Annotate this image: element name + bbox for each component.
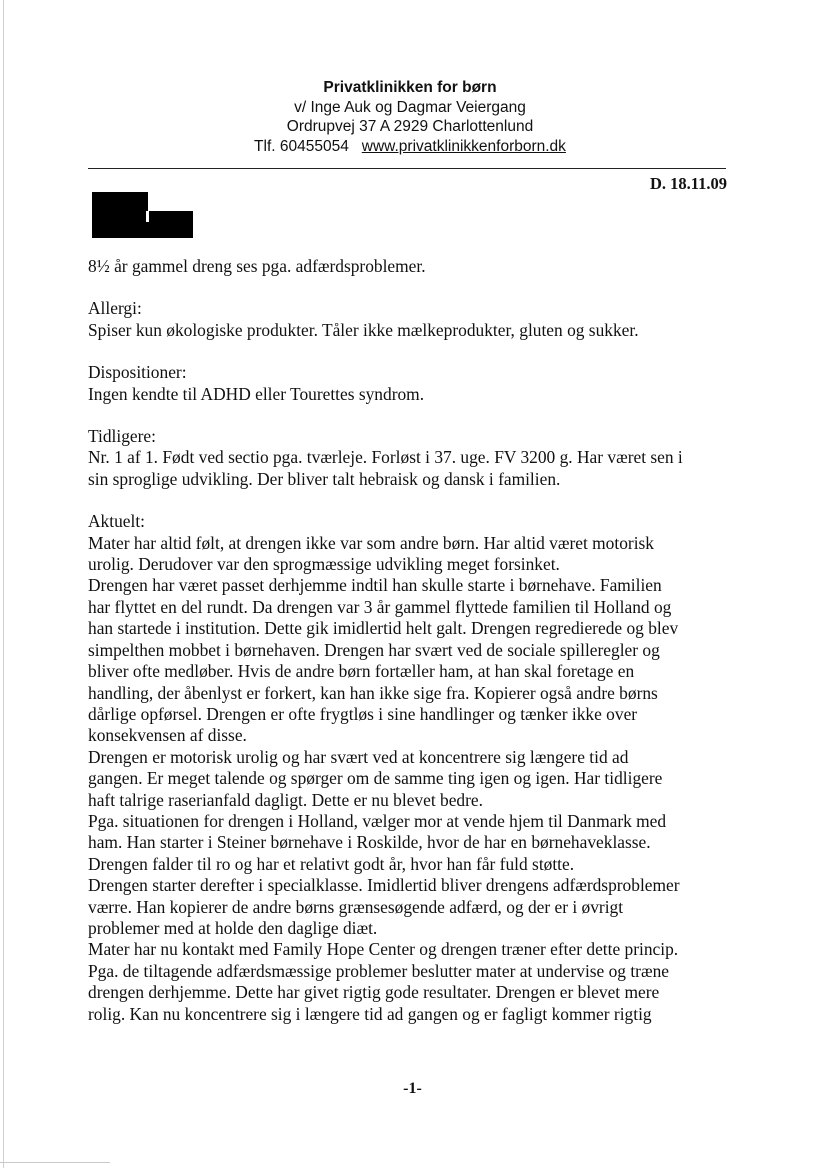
redaction-gap: [146, 211, 149, 222]
text-line: Drengen starter derefter i specialklasse. Imidlertid bliver drengens adfærdsproblemer: [88, 875, 680, 896]
text-line: Drengen falder til ro og har et relativt godt år, hvor han får fuld støtte.: [88, 853, 575, 874]
text-line: han startede i institution. Dette gik imidlertid helt galt. Drengen regredierede og blev: [88, 618, 679, 639]
text-line: problemer med at holde den daglige diæt.: [88, 917, 378, 938]
section-text-dispositioner: Ingen kendte til ADHD eller Tourettes syndrom.: [88, 383, 425, 404]
clinic-owners: v/ Inge Auk og Dagmar Veiergang: [294, 98, 526, 116]
section-heading-allergi: Allergi:: [88, 298, 142, 319]
section-text-tidligere: [88, 447, 738, 490]
clinic-contact: [200, 137, 620, 157]
text-line: bliver ofte medløber. Hvis de andre børn fortæller ham, at han skal foretage en: [88, 661, 635, 682]
clinic-website: www.privatklinikkenforborn.dk: [361, 137, 566, 155]
scan-edge-line: [3, 0, 4, 1168]
scan-bottom-line: [0, 1162, 110, 1163]
text-line: Pga. situationen for drengen i Holland, vælger mor at vende hjem til Danmark med: [88, 810, 667, 831]
text-line: Pga. de tiltagende adfærdsmæssige problemer beslutter mater at undervise og træne: [88, 960, 669, 981]
text-line: rolig. Kan nu koncentrere sig i længere tid ad gangen og er fagligt kommer rigtig: [88, 1003, 652, 1024]
redaction-block: [92, 211, 193, 238]
text-line: Drengen er motorisk urolig og har svært ved at koncentrere sig længere tid ad: [88, 746, 629, 767]
text-line: Mater har altid følt, at drengen ikke var som andre børn. Har altid været motorisk: [88, 532, 654, 553]
text-line: drengen derhjemme. Dette har givet rigtig gode resultater. Drengen er blevet mere: [88, 982, 660, 1003]
intro-line: 8½ år gammel dreng ses pga. adfærdsproblemer.: [88, 256, 426, 276]
text-line: urolig. Derudover var den sprogmæssige udvikling meget forsinket.: [88, 554, 560, 575]
clinic-phone: Tlf. 60455054: [254, 137, 349, 155]
text-line: Mater har nu kontakt med Family Hope Center og drengen træner efter dette princip.: [88, 939, 679, 960]
text-line: Drengen har været passet derhjemme indtil han skulle starte i børnehave. Familien: [88, 575, 662, 596]
document-date: D. 18.11.09: [649, 174, 727, 193]
text-line: dårlige opførsel. Drengen er ofte frygtløs i sine handlinger og tænker ikke over: [88, 703, 638, 724]
text-line: konsekvensen af disse.: [88, 725, 247, 746]
text-line: værre. Han kopierer de andre børns grænsesøgende adfærd, og der er i øvrigt: [88, 896, 624, 917]
header-divider: [88, 168, 726, 169]
text-line: Nr. 1 af 1. Født ved sectio pga. tværleje. Forløst i 37. uge. FV 3200 g. Har været sen i: [88, 447, 683, 468]
clinic-name: Privatklinikken for børn: [323, 79, 497, 96]
text-line: simpelthen mobbet i børnehaven. Drengen har svært ved de sociale spilleregler og: [88, 639, 660, 660]
section-text-allergi: Spiser kun økologiske produkter. Tåler ikke mælkeprodukter, gluten og sukker.: [88, 319, 639, 340]
text-line: ham. Han starter i Steiner børnehave i Roskilde, hvor de har en børnehaveklasse.: [88, 832, 651, 853]
text-line: haft talrige raserianfald dagligt. Dette er nu blevet bedre.: [88, 789, 483, 810]
text-line: handling, der åbenlyst er forkert, kan han ikke sige fra. Kopierer også andre børns: [88, 682, 658, 703]
document-body: [88, 256, 738, 1025]
section-heading-tidligere: Tidligere:: [88, 426, 156, 447]
section-heading-dispositioner: Dispositioner:: [88, 362, 187, 383]
text-line: gangen. Er meget talende og spørger om de samme ting igen og igen. Har tidligere: [88, 768, 663, 789]
text-line: har flyttet en del rundt. Da drengen var 3 år gammel flyttede familien til Holland og: [88, 596, 672, 617]
page-number: -1-: [403, 1080, 422, 1097]
text-line: sin sproglige udvikling. Der bliver talt hebraisk og dansk i familien.: [88, 468, 561, 489]
letterhead: [200, 78, 620, 156]
section-heading-aktuelt: Aktuelt:: [88, 511, 145, 532]
section-text-aktuelt: [88, 533, 738, 1025]
clinic-address: Ordrupvej 37 A 2929 Charlottenlund: [286, 118, 534, 135]
